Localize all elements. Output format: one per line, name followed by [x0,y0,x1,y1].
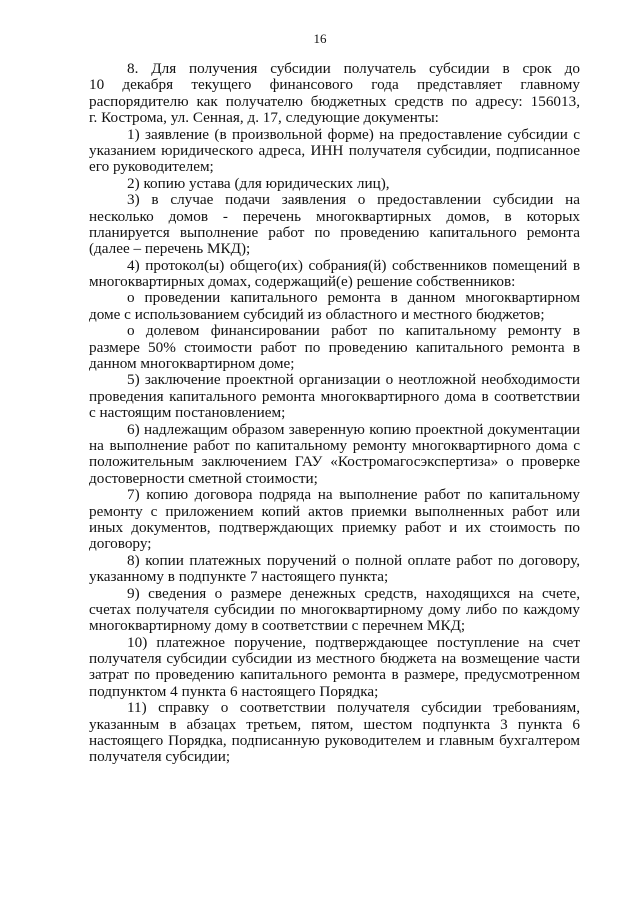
paragraph [89,372,580,421]
text-line: несколько домов - перечень многоквартирных домов, в которых [89,207,580,225]
paragraph [89,700,580,766]
text-line: 7) копию договора подряда на выполнение работ по капитальному [127,486,580,504]
text-line: иных документов, подтверждающих приемку работ и их стоимость по [89,518,580,536]
text-line: 1) заявление (в произвольной форме) на предоставление субсидии с [127,125,580,143]
text-line: подпунктом 4 пункта 6 настоящего Порядка; [89,682,379,700]
text-line: с настоящим постановлением; [89,404,286,422]
text-line: размере 50% стоимости работ по проведению капитального ремонта в [89,338,580,356]
paragraph [89,553,580,586]
text-line: счетах получателя субсидии по многоквартирному дому либо по каждому [89,600,580,618]
text-line: 10) платежное поручение, подтверждающее поступление на счет [127,633,580,651]
text-line: многоквартирных домах, содержащий(е) решение собственников: [89,273,516,291]
text-line: 8. Для получения субсидии получатель субсидии в срок до [127,60,580,77]
text-line: 9) сведения о размере денежных средств, находящихся на счете, [127,584,580,602]
text-line: 11) справку о соответствии получателя субсидии требованиям, [127,699,580,717]
text-line: положительным заключением ГАУ «Костромагосэкспертиза» о проверке [89,453,580,471]
page-number: 16 [313,31,327,46]
text-line: указанным в абзацах третьем, пятом, шестом подпункта 3 пункта 6 [89,715,580,733]
text-line: на выполнение работ по капитальному ремонту многоквартирного дома с [89,436,580,454]
paragraph [89,127,580,176]
text-line: затрат по проведению капитального ремонта в размере, предусмотренном [89,666,580,684]
text-line: получателя субсидии субсидии из местного бюджета на возмещение части [89,650,580,668]
paragraph [89,487,580,553]
paragraph [89,290,580,323]
text-line: о долевом финансировании работ по капитальному ремонту в [127,322,580,340]
paragraph [89,635,580,701]
text-line: указанному в подпункте 7 настоящего пункта; [89,568,389,586]
text-line: г. Кострома, ул. Сенная, д. 17, следующие документы: [89,109,439,127]
text-line: его руководителем; [89,158,214,176]
text-line: настоящего Порядка, подписанную руководителем и главным бухгалтером [89,732,580,750]
paragraph [89,192,580,258]
text-line: распорядителю как получателю бюджетных средств по адресу: 156013, [89,92,580,110]
paragraph [89,422,580,488]
paragraph [89,586,580,635]
text-line: многоквартирному дому в соответствии с перечнем МКД; [89,617,466,635]
text-line: (далее – перечень МКД); [89,240,251,258]
paragraph [89,176,580,192]
text-line: ремонту с приложением копий актов приемки выполненных работ или [89,502,580,520]
text-line: 5) заключение проектной организации о неотложной необходимости [127,371,580,389]
text-line: данном многоквартирном доме; [89,355,295,373]
text-line: 6) надлежащим образом заверенную копию проектной документации [127,420,580,438]
text-line: указанием юридического адреса, ИНН получателя субсидии, подписанное [89,141,580,159]
text-line: 10 декабря текущего финансового года представляет главному [89,76,580,94]
text-line: проведения капитального ремонта многоквартирного дома в соответствии [89,387,580,405]
text-line: договору; [89,535,152,553]
text-line: планируется выполнение работ по проведению капитального ремонта [89,223,580,241]
text-line: о проведении капитального ремонта в данном многоквартирном [127,289,580,307]
paragraph [89,258,580,291]
paragraph [89,61,580,127]
paragraph [89,323,580,372]
text-line: достоверности сметной стоимости; [89,469,318,487]
text-line: 3) в случае подачи заявления о предоставлении субсидии на [127,191,580,209]
document-body [89,61,580,766]
text-line: 4) протокол(ы) общего(их) собрания(й) собственников помещений в [127,256,580,274]
text-line: 2) копию устава (для юридических лиц), [127,174,390,192]
text-line: получателя субсидии; [89,748,231,766]
text-line: 8) копии платежных поручений о полной оплате работ по договору, [127,551,580,569]
text-line: доме с использованием субсидий из областного и местного бюджетов; [89,305,545,323]
